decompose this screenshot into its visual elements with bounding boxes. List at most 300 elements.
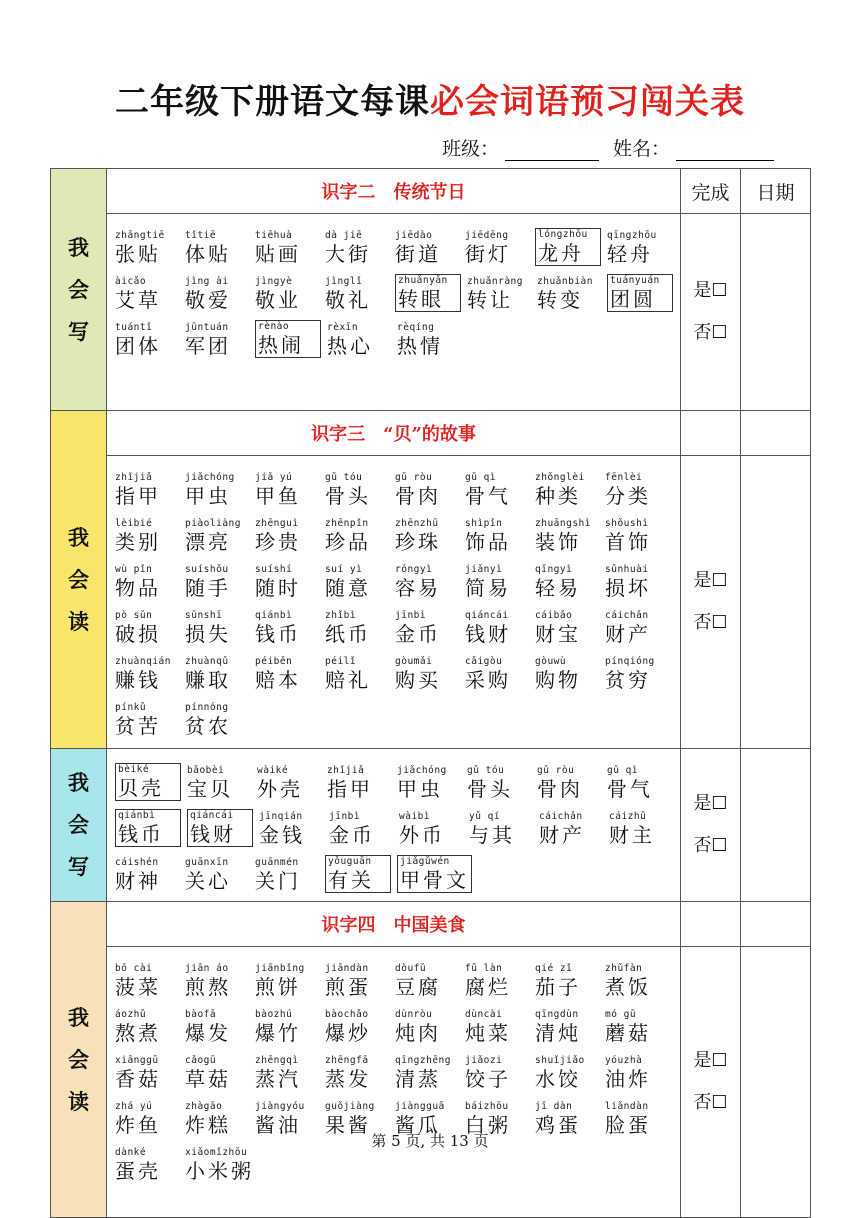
hanzi: 腐烂 [465, 975, 511, 999]
vocab-word [115, 1055, 175, 1091]
hanzi: 漂亮 [185, 530, 231, 554]
hanzi: 珍品 [325, 530, 371, 554]
class-name-line [442, 134, 774, 161]
hanzi: 军团 [185, 334, 231, 358]
vocab-word [535, 564, 595, 600]
vocab-word [605, 518, 665, 554]
vocab-word [185, 1055, 245, 1091]
hanzi: 热情 [397, 334, 443, 358]
word-row [115, 266, 676, 312]
no-checkbox[interactable]: 否☐ [693, 612, 728, 633]
pinyin: bō cài [115, 963, 153, 974]
vocab-word [325, 610, 385, 646]
hanzi: 宝贝 [187, 777, 233, 801]
vocab-word [115, 472, 175, 508]
vocab-word [609, 811, 669, 847]
yes-checkbox[interactable]: 是☐ [693, 1050, 728, 1071]
vocab-word [465, 1055, 525, 1091]
pinyin: shìpǐn [465, 518, 503, 529]
pinyin: fǔ làn [465, 963, 503, 974]
hanzi: 容易 [395, 576, 441, 600]
pinyin: mó gū [605, 1009, 637, 1020]
vocab-word [535, 228, 601, 266]
hanzi: 钱币 [118, 822, 164, 846]
word-row [115, 312, 676, 358]
vocab-word [535, 610, 595, 646]
hanzi: 敬爱 [185, 288, 231, 312]
vocab-word [395, 610, 455, 646]
hanzi: 轻易 [535, 576, 581, 600]
pinyin: báizhōu [465, 1101, 509, 1112]
side-char: 读 [68, 608, 89, 634]
hanzi: 财主 [609, 823, 655, 847]
hanzi: 骨肉 [537, 777, 583, 801]
pinyin: guānmén [255, 857, 299, 868]
word-row [115, 692, 676, 738]
vocab-word [395, 518, 455, 554]
hanzi: 香菇 [115, 1067, 161, 1091]
pinyin: gǔ tóu [467, 765, 505, 776]
pinyin: zhuǎnyǎn [398, 275, 448, 286]
vocab-word [115, 857, 175, 893]
vocab-word [535, 1055, 595, 1091]
name-label: 姓名： [613, 138, 671, 160]
side-char: 我 [68, 770, 89, 795]
section-header: 识字三 “贝”的故事 [107, 411, 681, 456]
vocab-word [395, 963, 455, 999]
vocab-word [185, 1147, 254, 1183]
yes-checkbox[interactable]: 是☐ [693, 570, 728, 591]
hanzi: 体贴 [185, 242, 231, 266]
date-cell [741, 902, 811, 947]
vocab-word [325, 855, 391, 893]
pinyin: qiáncái [465, 610, 509, 621]
pinyin: bèiké [118, 764, 150, 775]
pinyin: cǎogū [185, 1055, 217, 1066]
hanzi: 骨气 [465, 484, 511, 508]
pinyin: qiánbì [255, 610, 293, 621]
pinyin: jiǎ yú [255, 472, 293, 483]
hanzi: 财产 [539, 823, 585, 847]
title-red-part: 必会词语预习闯关表 [430, 82, 745, 122]
hanzi: 珍贵 [255, 530, 301, 554]
vocab-word [539, 811, 599, 847]
word-row [115, 646, 676, 692]
hanzi: 小米粥 [185, 1159, 254, 1183]
vocab-word [395, 472, 455, 508]
vocab-word [187, 809, 253, 847]
vocab-word [185, 702, 245, 738]
pinyin: bàofā [185, 1009, 217, 1020]
pinyin: zhǐjiǎ [327, 765, 365, 776]
word-row [115, 508, 676, 554]
hanzi: 财产 [605, 622, 651, 646]
vocab-word [327, 322, 387, 358]
hanzi: 类别 [115, 530, 161, 554]
hanzi: 破损 [115, 622, 161, 646]
hanzi: 鸡蛋 [535, 1113, 581, 1137]
vocab-word [467, 765, 527, 801]
pinyin: gǔ ròu [537, 765, 575, 776]
hanzi: 白粥 [465, 1113, 511, 1137]
vocab-word [185, 963, 245, 999]
hanzi: 炖菜 [465, 1021, 511, 1045]
vocab-word [607, 274, 673, 312]
hanzi: 珍珠 [395, 530, 441, 554]
word-list [107, 214, 681, 411]
pinyin: rènào [258, 321, 290, 332]
hanzi: 采购 [465, 668, 511, 692]
vocab-word [185, 610, 245, 646]
pinyin: qiáncái [190, 810, 234, 821]
hanzi: 与其 [469, 823, 515, 847]
pinyin: jīnbì [329, 811, 361, 822]
hanzi: 甲鱼 [255, 484, 301, 508]
word-row [115, 600, 676, 646]
hanzi: 外壳 [257, 777, 303, 801]
vocab-word [465, 230, 525, 266]
section-header: 识字四 中国美食 [107, 902, 681, 947]
pinyin: guǒjiàng [325, 1101, 375, 1112]
pinyin: jìngyè [255, 276, 293, 287]
pinyin: zhǐbì [325, 610, 357, 621]
pinyin: guānxīn [185, 857, 229, 868]
hanzi: 煎饼 [255, 975, 301, 999]
section-side-label [51, 169, 107, 411]
pinyin: pínnóng [185, 702, 229, 713]
hanzi: 贝壳 [118, 776, 164, 800]
vocab-word [255, 564, 315, 600]
vocab-word [535, 963, 595, 999]
vocab-word [255, 518, 315, 554]
section-side-label [51, 749, 107, 902]
class-blank[interactable] [505, 142, 599, 161]
pinyin: wù pǐn [115, 564, 153, 575]
pinyin: yǔ qí [469, 811, 501, 822]
hanzi: 果酱 [325, 1113, 371, 1137]
hanzi: 甲虫 [185, 484, 231, 508]
vocab-word [395, 564, 455, 600]
pinyin: cáichǎn [605, 610, 649, 621]
side-char: 读 [68, 1088, 89, 1114]
vocab-word [259, 811, 319, 847]
hanzi: 炸鱼 [115, 1113, 161, 1137]
vocab-word [255, 276, 315, 312]
name-blank[interactable] [676, 142, 774, 161]
vocab-word [535, 472, 595, 508]
hanzi: 财宝 [535, 622, 581, 646]
side-char: 我 [68, 524, 89, 550]
hanzi: 炸糕 [185, 1113, 231, 1137]
pinyin: sǔnshī [185, 610, 223, 621]
pinyin: zhǐjiǎ [115, 472, 153, 483]
pinyin: tuántǐ [115, 322, 153, 333]
hanzi: 骨肉 [395, 484, 441, 508]
vocab-word [115, 702, 175, 738]
pinyin: suíshǒu [185, 564, 229, 575]
pinyin: gǔ ròu [395, 472, 433, 483]
vocab-word [605, 564, 665, 600]
hanzi: 大街 [325, 242, 371, 266]
hanzi: 爆竹 [255, 1021, 301, 1045]
vocab-word [185, 564, 245, 600]
pinyin: cáibǎo [535, 610, 573, 621]
vocab-word [185, 472, 245, 508]
hanzi: 随手 [185, 576, 231, 600]
vocab-word [185, 1009, 245, 1045]
hanzi: 转眼 [398, 287, 444, 311]
pinyin: fēnlèi [605, 472, 643, 483]
vocab-word [465, 610, 525, 646]
hanzi: 购物 [535, 668, 581, 692]
hanzi: 龙舟 [538, 241, 584, 265]
vocab-word [255, 857, 315, 893]
hanzi: 酱油 [255, 1113, 301, 1137]
vocab-word [605, 1009, 665, 1045]
pinyin: qié zǐ [535, 963, 573, 974]
pinyin: jiēdēng [465, 230, 509, 241]
vocab-word [537, 765, 597, 801]
hanzi: 纸币 [325, 622, 371, 646]
hanzi: 熬煮 [115, 1021, 161, 1045]
pinyin: qīngzhōu [607, 230, 657, 241]
pinyin: péilǐ [325, 656, 357, 667]
hanzi: 骨头 [325, 484, 371, 508]
hanzi: 首饰 [605, 530, 651, 554]
vocab-word [115, 656, 175, 692]
hanzi: 损失 [185, 622, 231, 646]
hanzi: 蒸发 [325, 1067, 371, 1091]
pinyin: wàiké [257, 765, 289, 776]
vocab-word [395, 656, 455, 692]
vocab-table [50, 168, 811, 1218]
word-row [115, 1045, 676, 1091]
vocab-word [397, 322, 457, 358]
date-entry-cell[interactable] [741, 214, 811, 411]
pinyin: tiēhuà [255, 230, 293, 241]
hanzi: 关心 [185, 869, 231, 893]
pinyin: jiǎgǔwén [400, 856, 450, 867]
vocab-word [607, 765, 667, 801]
pinyin: zhuànqǔ [185, 656, 229, 667]
word-row [115, 847, 676, 893]
vocab-word [115, 763, 181, 801]
yes-checkbox[interactable]: 是☐ [693, 280, 728, 301]
hanzi: 物品 [115, 576, 161, 600]
pinyin: wàibì [399, 811, 431, 822]
pinyin: zhǒnglèi [535, 472, 585, 483]
vocab-word [255, 1009, 315, 1045]
no-checkbox[interactable]: 否☐ [693, 835, 728, 856]
hanzi: 指甲 [327, 777, 373, 801]
pinyin: liǎndàn [605, 1101, 649, 1112]
title-black-part: 二年级下册语文每课 [115, 82, 430, 122]
hanzi: 甲骨文 [400, 868, 469, 892]
hanzi: 豆腐 [395, 975, 441, 999]
word-list [107, 456, 681, 749]
pinyin: gǔ qì [465, 472, 497, 483]
pinyin: tǐtiē [185, 230, 217, 241]
pinyin: bàochǎo [325, 1009, 369, 1020]
date-entry-cell[interactable] [741, 749, 811, 902]
hanzi: 爆发 [185, 1021, 231, 1045]
pinyin: jiānbǐng [255, 963, 305, 974]
side-char: 会 [68, 812, 89, 837]
vocab-word [255, 610, 315, 646]
hanzi: 街道 [395, 242, 441, 266]
hanzi: 钱币 [255, 622, 301, 646]
done-cell [681, 902, 741, 947]
vocab-word [325, 276, 385, 312]
hanzi: 街灯 [465, 242, 511, 266]
vocab-word [467, 276, 527, 312]
vocab-word [465, 656, 525, 692]
pinyin: qīngdùn [535, 1009, 579, 1020]
completion-checkboxes[interactable] [681, 214, 741, 411]
hanzi: 金币 [329, 823, 375, 847]
pinyin: dùncài [465, 1009, 503, 1020]
hanzi: 种类 [535, 484, 581, 508]
vocab-word [399, 811, 459, 847]
section-side-label [51, 902, 107, 1218]
hanzi: 财神 [115, 869, 161, 893]
date-entry-cell[interactable] [741, 456, 811, 749]
vocab-word [185, 857, 245, 893]
word-row [115, 999, 676, 1045]
date-entry-cell[interactable] [741, 947, 811, 1218]
vocab-word [115, 322, 175, 358]
section-side-label [51, 411, 107, 749]
hanzi: 热闹 [258, 333, 304, 357]
pinyin: lèibié [115, 518, 153, 529]
side-char: 我 [68, 234, 89, 260]
pinyin: suí yì [325, 564, 363, 575]
pinyin: suíshí [255, 564, 293, 575]
yes-checkbox[interactable]: 是☐ [693, 793, 728, 814]
word-row [115, 801, 676, 847]
vocab-word [605, 472, 665, 508]
hanzi: 张贴 [115, 242, 161, 266]
class-label: 班级： [442, 138, 500, 160]
word-row [115, 220, 676, 266]
hanzi: 饰品 [465, 530, 511, 554]
vocab-word [537, 276, 597, 312]
hanzi: 清蒸 [395, 1067, 441, 1091]
hanzi: 蒸汽 [255, 1067, 301, 1091]
pinyin: rèxīn [327, 322, 359, 333]
word-row [115, 462, 676, 508]
vocab-word [465, 472, 525, 508]
vocab-word [397, 765, 457, 801]
no-checkbox[interactable]: 否☐ [693, 322, 728, 343]
pinyin: pínkǔ [115, 702, 147, 713]
pinyin: yǒuguān [328, 856, 372, 867]
pinyin: jiǎchóng [185, 472, 235, 483]
pinyin: jiàngyóu [255, 1101, 305, 1112]
completion-checkboxes[interactable] [681, 749, 741, 902]
hanzi: 煎熬 [185, 975, 231, 999]
hanzi: 甲虫 [397, 777, 443, 801]
side-char: 我 [68, 1004, 89, 1030]
vocab-word [607, 230, 667, 266]
vocab-word [465, 963, 525, 999]
pinyin: zhēnguì [255, 518, 299, 529]
hanzi: 关门 [255, 869, 301, 893]
pinyin: jiān áo [185, 963, 229, 974]
vocab-word [115, 963, 175, 999]
vocab-word [535, 518, 595, 554]
hanzi: 菠菜 [115, 975, 161, 999]
hanzi: 赔礼 [325, 668, 371, 692]
pinyin: róngyì [395, 564, 433, 575]
section-header: 识字二 传统节日 [107, 169, 681, 214]
vocab-word [187, 765, 247, 801]
hanzi: 金币 [395, 622, 441, 646]
vocab-word [605, 610, 665, 646]
vocab-word [255, 1055, 315, 1091]
hanzi: 赚钱 [115, 668, 161, 692]
hanzi: 团圆 [610, 287, 656, 311]
vocab-word [325, 230, 385, 266]
pinyin: jìng ài [185, 276, 229, 287]
vocab-word [115, 610, 175, 646]
hanzi: 购买 [395, 668, 441, 692]
vocab-word [327, 765, 387, 801]
hanzi: 团体 [115, 334, 161, 358]
word-row [115, 755, 676, 801]
vocab-word [395, 1055, 455, 1091]
hanzi: 炖肉 [395, 1021, 441, 1045]
pinyin: zhēnpǐn [325, 518, 369, 529]
hanzi: 酱瓜 [395, 1113, 441, 1137]
pinyin: lóngzhōu [538, 229, 588, 240]
vocab-word [325, 1055, 385, 1091]
vocab-word [469, 811, 529, 847]
hanzi: 贴画 [255, 242, 301, 266]
word-list [107, 947, 681, 1218]
hanzi: 简易 [465, 576, 511, 600]
hanzi: 贫苦 [115, 714, 161, 738]
pinyin: piàoliàng [185, 518, 241, 529]
completion-checkboxes[interactable] [681, 947, 741, 1218]
pinyin: shǒushì [605, 518, 649, 529]
vocab-word [325, 518, 385, 554]
no-checkbox[interactable]: 否☐ [693, 1092, 728, 1113]
pinyin: jìnglǐ [325, 276, 363, 287]
hanzi: 热心 [327, 334, 373, 358]
vocab-word [185, 230, 245, 266]
vocab-word [325, 963, 385, 999]
hanzi: 装饰 [535, 530, 581, 554]
hanzi: 敬礼 [325, 288, 371, 312]
pinyin: sǔnhuài [605, 564, 649, 575]
hanzi: 骨头 [467, 777, 513, 801]
hanzi: 骨气 [607, 777, 653, 801]
date-cell [741, 411, 811, 456]
pinyin: jiǎozi [465, 1055, 503, 1066]
hanzi: 脸蛋 [605, 1113, 651, 1137]
hanzi: 赚取 [185, 668, 231, 692]
pinyin: zhēnzhū [395, 518, 439, 529]
pinyin: qiánbì [118, 810, 156, 821]
vocab-word [325, 656, 385, 692]
vocab-word [465, 1009, 525, 1045]
completion-checkboxes[interactable] [681, 456, 741, 749]
hanzi: 损坏 [605, 576, 651, 600]
pinyin: xiānggū [115, 1055, 159, 1066]
pinyin: dà jiē [325, 230, 363, 241]
vocab-word [115, 1009, 175, 1045]
